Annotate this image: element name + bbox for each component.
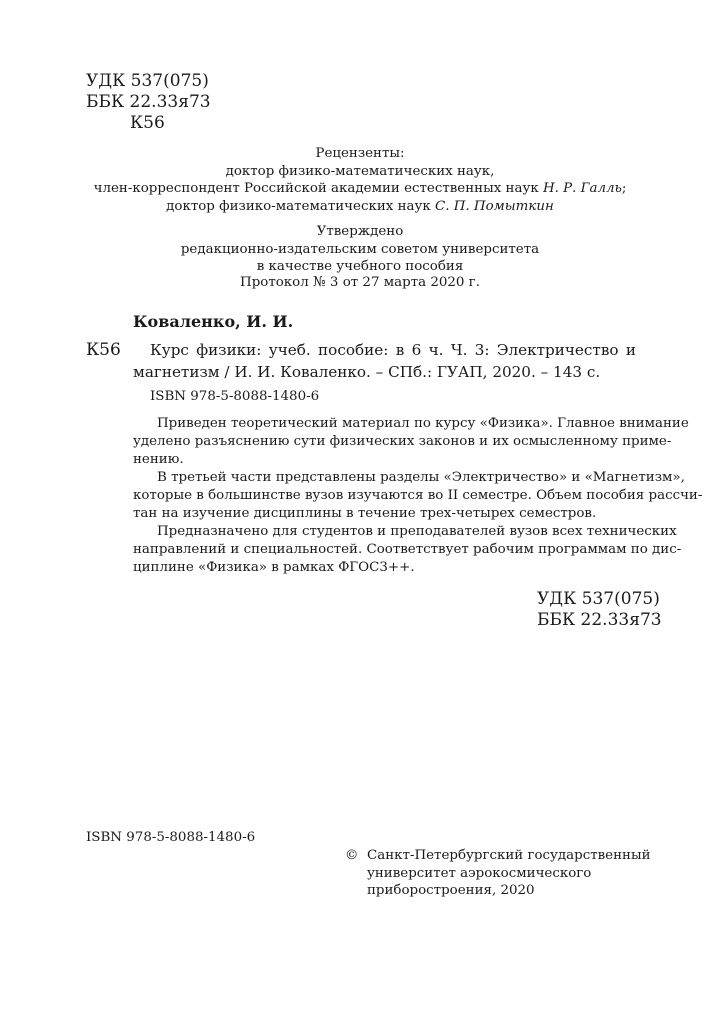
copyright-holder bbox=[367, 847, 651, 900]
record-isbn: ISBN 978-5-8088-1480-6 bbox=[150, 389, 320, 404]
record-mark: К56 bbox=[86, 340, 121, 360]
copyright-line: университет аэрокосмического bbox=[367, 865, 592, 881]
copyright-line: Санкт-Петербургский государственный bbox=[367, 848, 651, 863]
approval-title: Утверждено bbox=[316, 224, 404, 239]
reviewer-text: член-корреспондент Российской академии естественных наук bbox=[93, 181, 543, 196]
author-heading: Коваленко, И. И. bbox=[133, 312, 294, 331]
abstract-line: Предназначено для студентов и преподавателей вузов всех технических bbox=[157, 524, 677, 539]
abstract-line: направлений и специальностей. Соответствует рабочим программам по дис- bbox=[133, 542, 682, 557]
copyright-line: приборостроения, 2020 bbox=[367, 883, 535, 898]
reviewer-line bbox=[60, 198, 660, 216]
footer-udk-code: УДК 537(075) bbox=[537, 589, 660, 609]
record-title-line: магнетизм / И. И. Коваленко. – СПб.: ГУАП, 2020. – 143 с. bbox=[133, 363, 601, 381]
abstract-line: В третьей части представлены разделы «Электричество» и «Магнетизм», bbox=[157, 470, 685, 485]
reviewer-line: доктор физико-математических наук, bbox=[225, 163, 495, 179]
abstract-line: Приведен теоретический материал по курсу «Физика». Главное внимание bbox=[157, 416, 689, 431]
reviewer-line bbox=[60, 180, 660, 198]
footer-isbn: ISBN 978-5-8088-1480-6 bbox=[86, 830, 256, 845]
abstract-line: которые в большинстве вузов изучаются во II семестре. Объем пособия рассчи- bbox=[133, 488, 703, 503]
abstract bbox=[133, 415, 703, 577]
bbk-code: ББК 22.33я73 bbox=[86, 92, 211, 112]
approval-protocol: Протокол № 3 от 27 марта 2020 г. bbox=[240, 275, 480, 290]
reviewer-name: Н. Р. Галль bbox=[542, 181, 622, 196]
approval-block bbox=[60, 223, 660, 276]
reviewers-title: Рецензенты: bbox=[315, 146, 405, 161]
copyright-symbol: © bbox=[345, 848, 359, 863]
footer-bbk-code: ББК 22.33я73 bbox=[537, 610, 662, 630]
record-title-line: Курс физики: учеб. пособие: в 6 ч. Ч. 3: Электричество и bbox=[150, 341, 636, 359]
approval-line: в качестве учебного пособия bbox=[256, 259, 464, 274]
approval-line: редакционно-издательским советом университета bbox=[180, 241, 540, 257]
reviewer-text: ; bbox=[621, 181, 627, 196]
reviewer-text: доктор физико-математических наук bbox=[166, 198, 435, 214]
reviewers-block bbox=[60, 145, 660, 215]
author-mark: К56 bbox=[130, 113, 165, 133]
reviewer-name: С. П. Помыткин bbox=[434, 198, 554, 214]
abstract-line: тан на изучение дисциплины в течение трех-четырех семестров. bbox=[133, 506, 597, 521]
abstract-line: циплине «Физика» в рамках ФГОС3++. bbox=[133, 560, 415, 575]
abstract-line: нению. bbox=[133, 452, 184, 467]
abstract-line: уделено разъяснению сути физических законов и их осмысленному приме- bbox=[133, 434, 672, 449]
udk-code: УДК 537(075) bbox=[86, 71, 209, 91]
